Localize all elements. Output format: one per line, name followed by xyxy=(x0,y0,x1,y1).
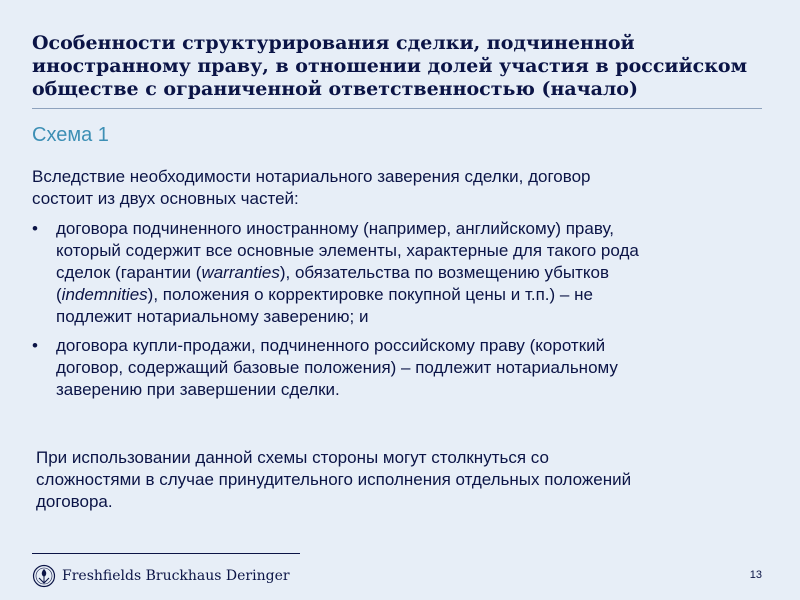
bullet-item xyxy=(32,335,752,401)
bullet-text xyxy=(56,219,639,326)
slide-body xyxy=(32,166,752,408)
bullet-dot: • xyxy=(32,219,38,238)
page-number: 13 xyxy=(749,569,762,581)
firm-emblem-icon xyxy=(32,564,56,588)
note-paragraph: При использовании данной схемы стороны могут столкнуться со сложностями в случае принудительного исполнения отдельных положений договора. xyxy=(36,448,632,511)
title-divider xyxy=(32,108,762,109)
bullet-text: договора купли-продажи, подчиненного российскому праву (короткий договор, содержащий базовые положения) – подлежит нотариальному заверению при завершении сделки. xyxy=(56,336,618,399)
firm-logo xyxy=(32,564,290,588)
intro-paragraph: Вследствие необходимости нотариального заверения сделки, договор состоит из двух основных частей: xyxy=(32,167,591,208)
bullet-item xyxy=(32,218,752,328)
footer-divider xyxy=(32,553,300,554)
scheme-heading: Схема 1 xyxy=(32,124,109,146)
term-indemnities: indemnities xyxy=(61,285,148,304)
term-warranties: warranties xyxy=(201,263,280,282)
bullet-dot: • xyxy=(32,336,38,355)
bullet-text-part: договора подчиненного иностранному (например, английскому) праву, который содержит все основные элементы, характерные для такого рода сделок (гарантии ( xyxy=(56,219,639,282)
bullet-text-part: ), положения о корректировке покупной цены и т.п.) – не подлежит нотариальному заверению; и xyxy=(56,285,593,326)
firm-name: Freshfields Bruckhaus Deringer xyxy=(62,568,290,584)
bullet-text-part: ), обязательства по возмещению убытков ( xyxy=(56,263,610,304)
slide-title: Особенности структурирования сделки, подчиненной иностранному праву, в отношении долей участия в российском обществе с ограниченной ответственностью (начало) xyxy=(32,32,748,100)
